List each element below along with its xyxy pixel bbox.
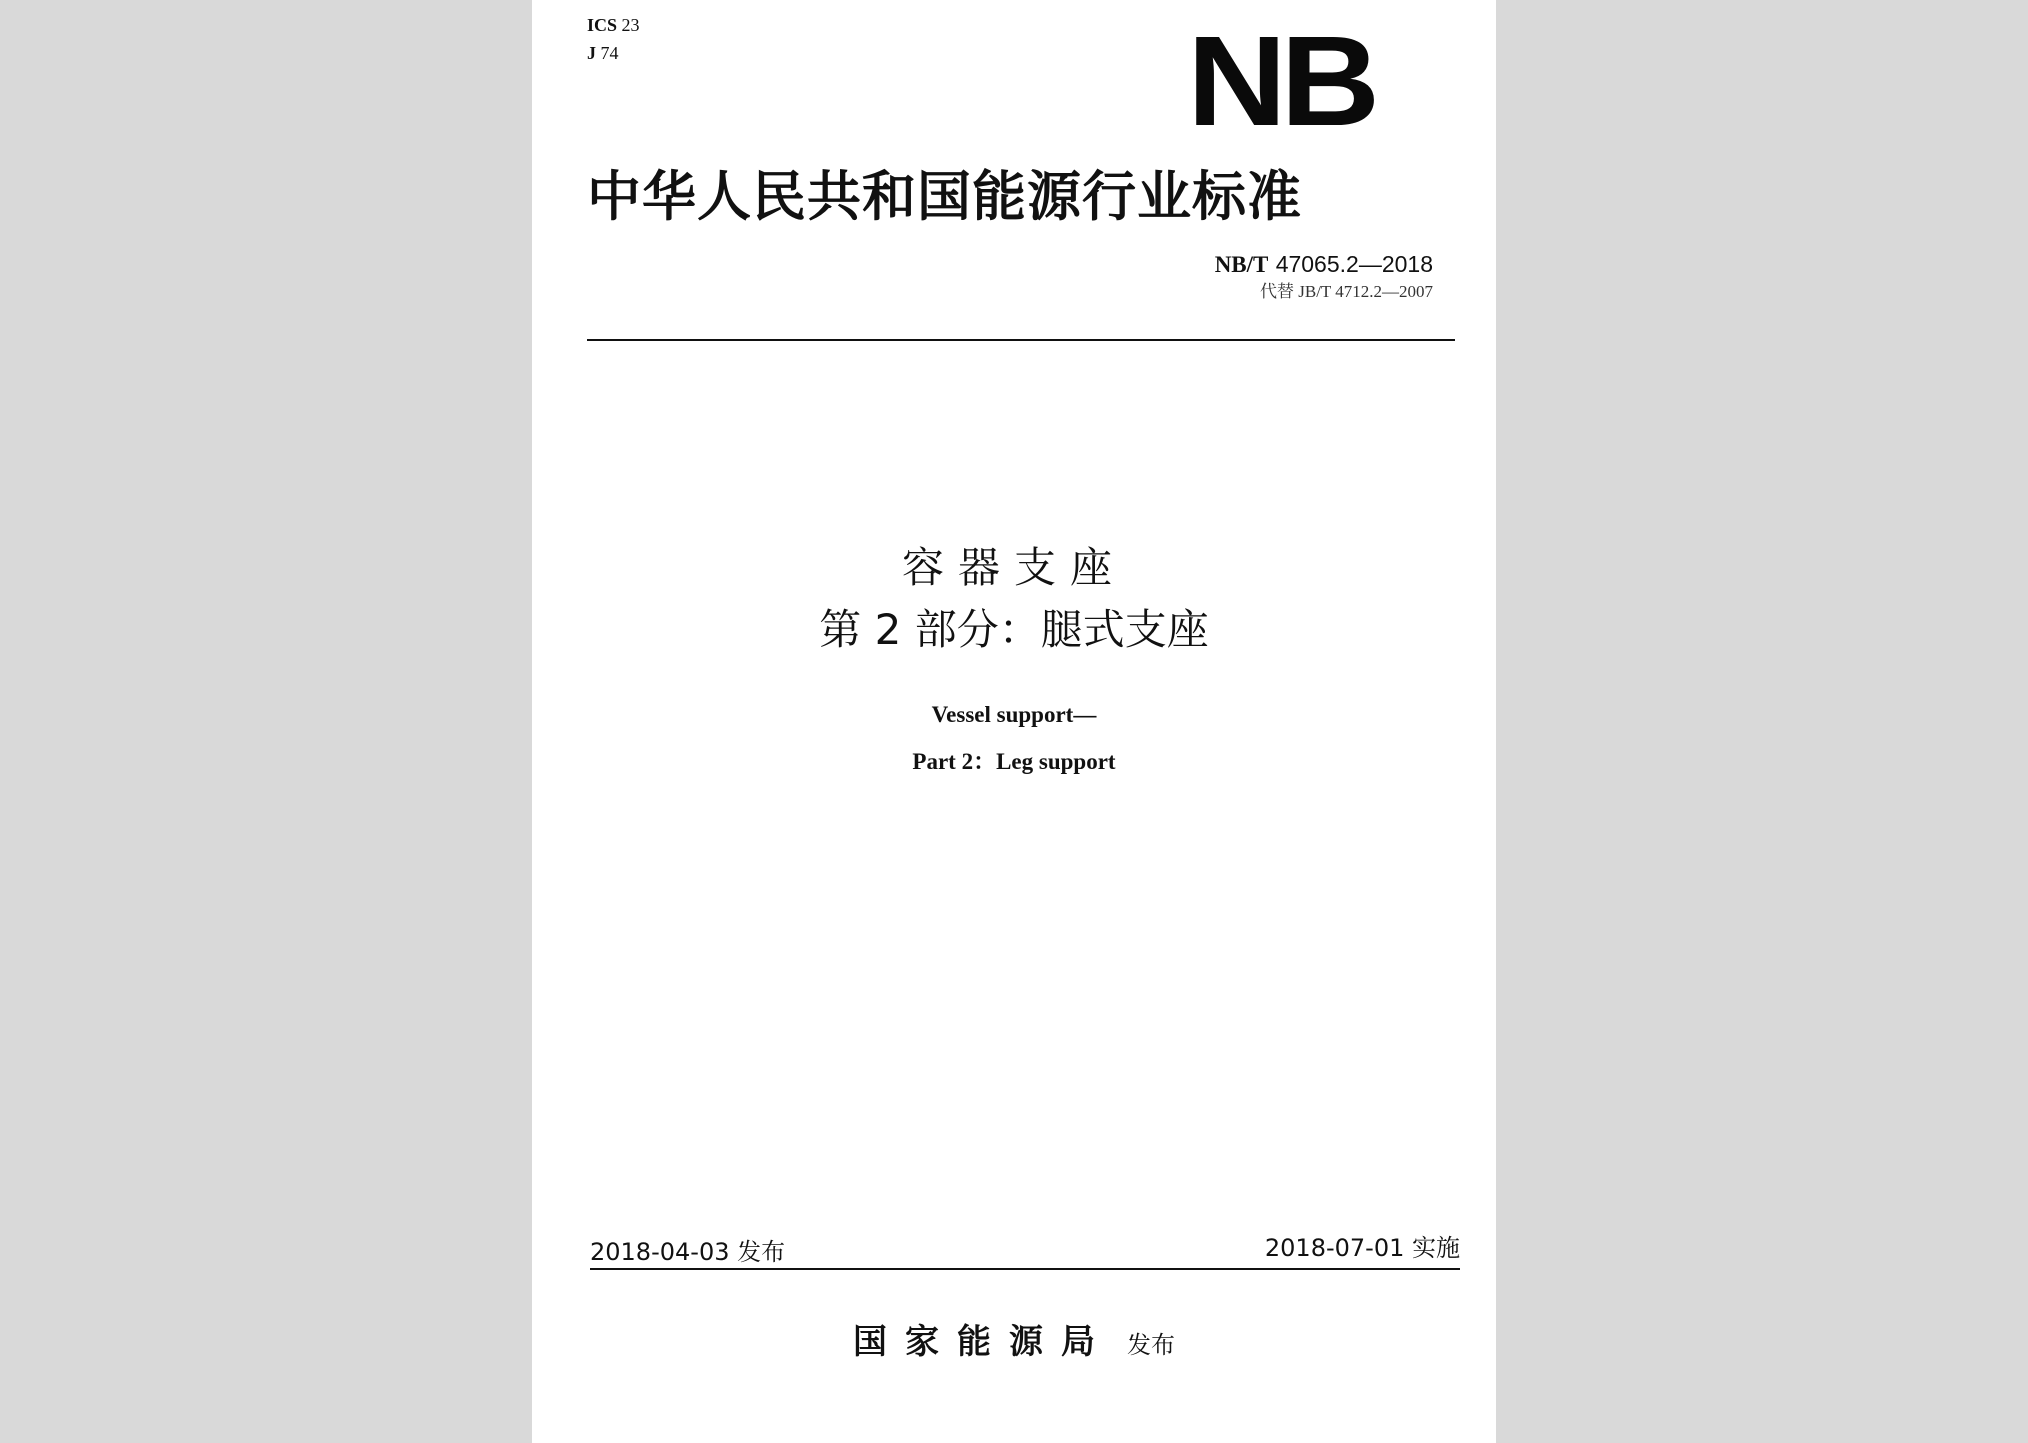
document-page <box>532 0 1496 1443</box>
standard-number <box>1215 250 1433 279</box>
replaces-standard: 代替 JB/T 4712.2—2007 <box>1259 282 1433 301</box>
top-divider <box>587 339 1455 341</box>
j-code: 74 <box>600 43 619 63</box>
title-en-line1: Vessel support— <box>931 702 1097 727</box>
title-cn-line2: 第 2 部分：腿式支座 <box>819 605 1209 654</box>
bottom-divider <box>590 1268 1460 1270</box>
issuer <box>532 1314 1496 1363</box>
title-en-line2: Part 2：Leg support <box>912 749 1116 774</box>
issuer-organization: 国家能源局 <box>853 1322 1113 1362</box>
standard-prefix: NB/T <box>1214 252 1269 277</box>
j-label: J <box>587 43 596 63</box>
issuer-action: 发布 <box>1127 1331 1175 1359</box>
issue-date: 2018-04-03 发布 <box>590 1238 786 1266</box>
ics-classification <box>587 14 640 36</box>
ics-label: ICS <box>587 15 618 35</box>
standard-code: 47065.2—2018 <box>1275 251 1433 277</box>
nb-logo: NB <box>1187 10 1374 153</box>
implementation-date: 2018-07-01 实施 <box>1264 1234 1460 1262</box>
ccs-classification <box>587 42 619 64</box>
main-title: 中华人民共和国能源行业标准 <box>587 164 1302 228</box>
ics-code: 23 <box>621 15 640 35</box>
title-cn-line1: 容器支座 <box>901 543 1126 592</box>
